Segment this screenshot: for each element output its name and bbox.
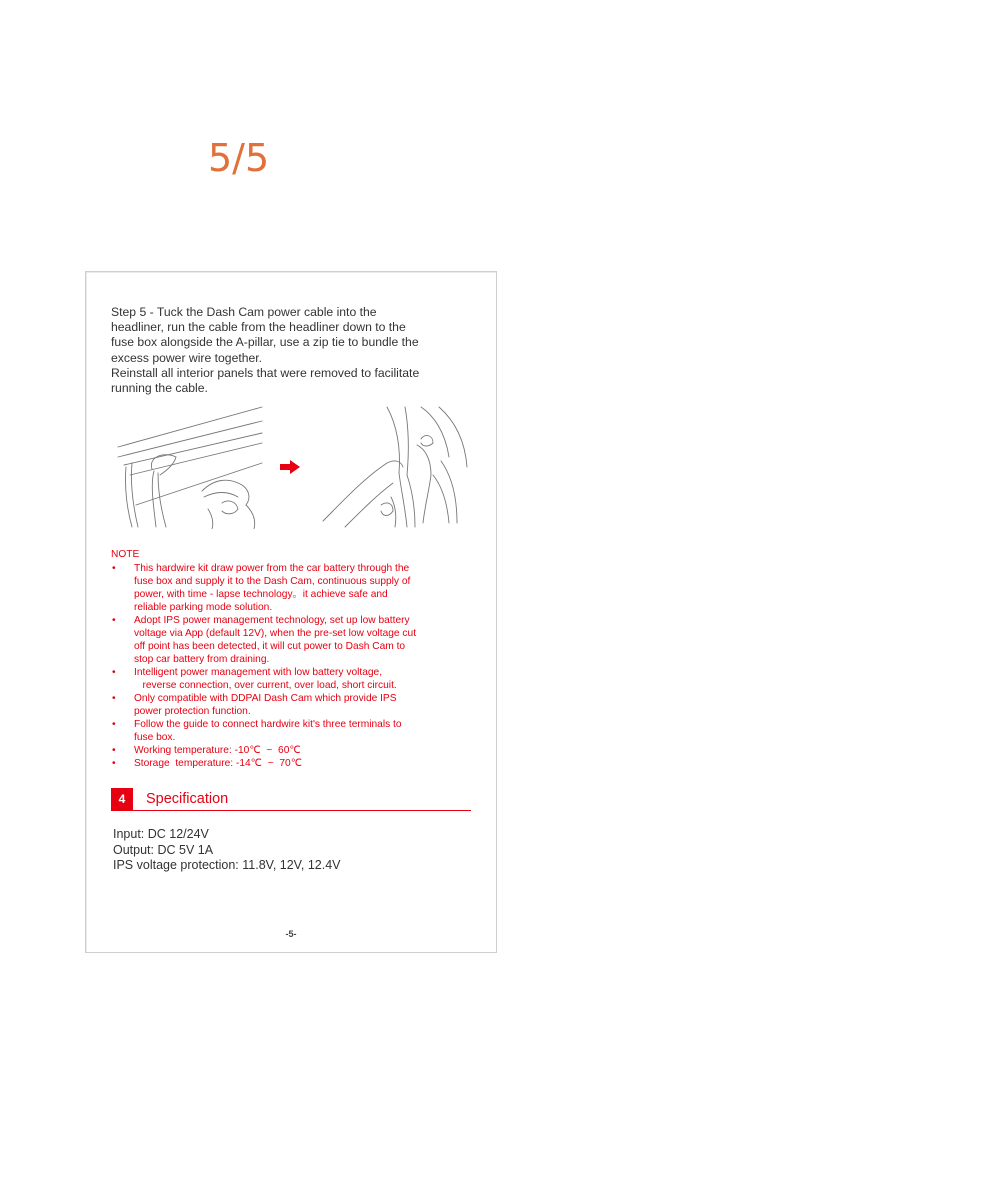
bullet-icon: •: [112, 719, 116, 730]
note-line: power, with time - lapse technology。it achieve safe and: [134, 589, 388, 600]
note-item: [111, 718, 473, 744]
note-line: Adopt IPS power management technology, set up low battery: [134, 615, 410, 626]
note-line: This hardwire kit draw power from the car battery through the: [134, 563, 410, 574]
image-counter: 5/5: [208, 136, 270, 180]
bullet-icon: •: [112, 615, 116, 626]
step-5-instructions: [111, 305, 473, 396]
note-line: Follow the guide to connect hardwire kit's three terminals to: [134, 719, 402, 730]
note-item: [111, 614, 473, 666]
a-pillar-cable-illustration: [321, 405, 469, 529]
note-line: reverse connection, over current, over load, short circuit.: [134, 680, 397, 691]
manual-page: [85, 271, 497, 953]
section-number-badge: 4: [111, 788, 133, 810]
bullet-icon: •: [112, 758, 116, 769]
bullet-icon: •: [112, 563, 116, 574]
bullet-icon: •: [112, 693, 116, 704]
note-line: stop car battery from draining.: [134, 654, 270, 665]
note-line: Storage temperature: -14℃ ~ 70℃: [134, 758, 303, 769]
step-line: Reinstall all interior panels that were removed to facilitate: [111, 365, 420, 380]
bullet-icon: •: [112, 667, 116, 678]
note-item: [111, 562, 473, 614]
spec-line: IPS voltage protection: 11.8V, 12V, 12.4V: [113, 858, 341, 872]
step-line: headliner, run the cable from the headliner down to the: [111, 320, 406, 335]
specification-list: [113, 827, 453, 874]
headliner-cable-illustration: [116, 405, 264, 529]
note-line: fuse box.: [134, 732, 176, 743]
step-line: running the cable.: [111, 381, 208, 396]
note-line: voltage via App (default 12V), when the pre-set low voltage cut: [134, 628, 417, 639]
note-item: [111, 692, 473, 718]
note-item: [111, 757, 473, 770]
page-number: -5-: [285, 929, 297, 939]
note-block: [111, 548, 473, 770]
step-line: excess power wire together.: [111, 350, 263, 365]
right-arrow-icon: [280, 460, 300, 474]
step-line: fuse box alongside the A-pillar, use a zip tie to bundle the: [111, 335, 419, 350]
specification-heading: [111, 788, 471, 811]
bullet-icon: •: [112, 745, 116, 756]
note-title: NOTE: [111, 549, 140, 560]
note-line: Only compatible with DDPAI Dash Cam which provide IPS: [134, 693, 397, 704]
spec-line: Input: DC 12/24V: [113, 827, 209, 841]
note-list: [111, 562, 473, 770]
note-line: Intelligent power management with low battery voltage,: [134, 667, 383, 678]
note-line: off point has been detected, it will cut power to Dash Cam to: [134, 641, 406, 652]
step-line: Step 5 - Tuck the Dash Cam power cable into the: [111, 305, 377, 319]
note-line: fuse box and supply it to the Dash Cam, continuous supply of: [134, 576, 411, 587]
note-line: Working temperature: -10℃ ~ 60℃: [134, 745, 301, 756]
note-item: [111, 744, 473, 757]
spec-line: Output: DC 5V 1A: [113, 842, 214, 857]
note-line: power protection function.: [134, 706, 251, 717]
note-item: [111, 666, 473, 692]
section-title: Specification: [146, 791, 229, 807]
note-line: reliable parking mode solution.: [134, 602, 273, 613]
